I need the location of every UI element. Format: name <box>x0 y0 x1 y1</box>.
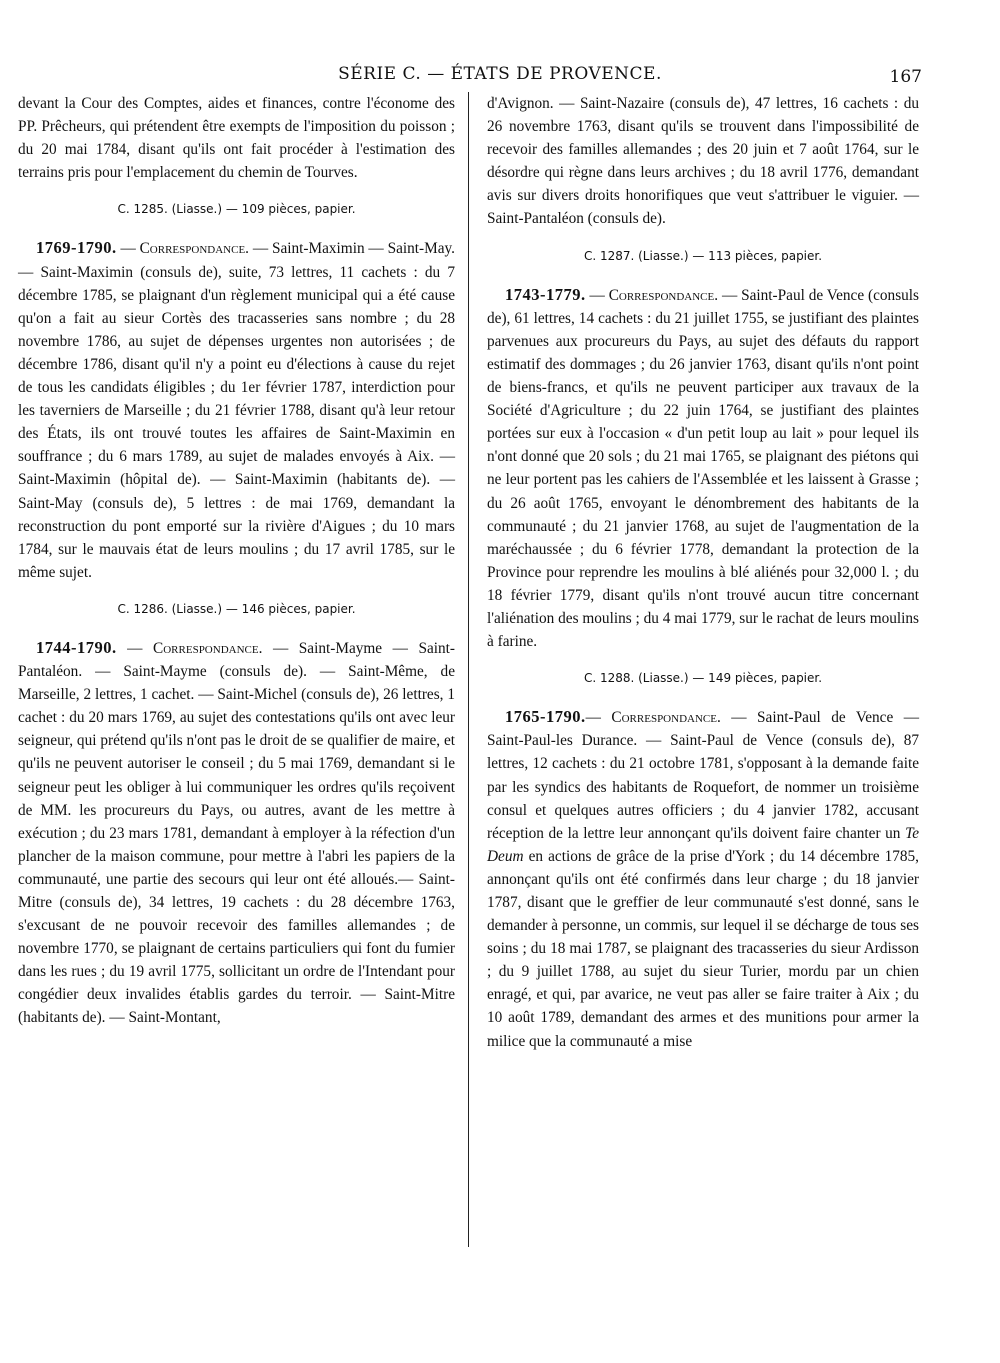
entry-separator: — <box>585 709 612 727</box>
entry-label: Correspondance. <box>611 709 721 727</box>
running-head: SÉRIE C. — ÉTATS DE PROVENCE. <box>338 64 662 84</box>
archive-entry <box>487 705 919 1052</box>
continuation-paragraph: d'Avignon. — Saint-Nazaire (consuls de), 47 lettres, 16 cachets : du 26 novembre 1763, disant qu'ils se trouvent dans l'impossibilité de recevoir des familles allemandes ; des 20 juin et 7 août 1764, sur le désordre qui règne dans leurs archives ; du 18 avril 1776, demandant avis sur divers droits honorifiques que veut s'attribuer le viguier. — Saint-Pantaléon (consuls de). <box>487 95 919 228</box>
entry-text: — Saint-Paul de Vence (consuls de), 61 lettres, 14 cachets : du 21 juillet 1755, se justifiant des plaintes parvenues aux procureurs du Pays, au sujet des défauts du rapport estimatif des dommages ; du 26 janvier 1763, disant qu'ils n'ont point de biens-francs, et qu'ils ne peuvent participer aux travaux de la Société d'Agriculture ; du 22 juin 1764, se justifiant des plaintes portées sur eux à l'occasion « d'un petit loup au lait » pour lequel ils n'ont donné que 20 sols ; du 21 mai 1765, se plaignant des piétons qui ne leur portent pas les cahiers de l'Assemblée et les laissent à Grasse ; du 26 août 1765, envoyant le dénombrement des habitants de la communauté ; du 21 janvier 1768, au sujet de l'augmentation de la maréchaussée ; du 6 février 1778, demandant la protection de la Province pour reprendre les moulins à blé aliénés pour 32,000 l. ; du 18 février 1779, disant qu'ils n'ont trouvé aucun titre concernant l'aliénation des moulins ; du 4 mai 1779, sur le rachat de leurs moulins à farine. <box>487 286 919 651</box>
entry-separator: — <box>116 240 140 258</box>
entry-text: — Saint-Maximin — Saint-May. — Saint-Maximin (consuls de), suite, 73 lettres, 11 cachets : du 7 décembre 1785, se plaignant d'un règlement municipal qui a été cause qu'on a fait au sieur Cortès des tracasseries sans nombre ; du 28 novembre 1786, au sujet de dépenses urgentes non autorisées ; de décembre 1786, disant qu'il n'y a point eu d'élections à cause du rejet de tous les candidats éligibles ; du 1er février 1787, interdiction pour les taverniers de Marseille ; du 21 février 1788, disant qu'à leur retour des États, ils ont trouvé toutes les affaires de Saint-Maximin en souffrance ; du 6 mars 1789, au sujet de malades envoyés à Aix. — Saint-Maximin (hôpital de). — Saint-Maximin (habitants de). — Saint-May (consuls de), 5 lettres : de mai 1769, demandant la reconstruction du pont emporté sur la rivière d'Aigues ; du 10 mars 1784, sur le mauvais état de leurs moulins ; du 17 avril 1785, sur le même sujet. <box>18 240 455 581</box>
page-header <box>0 64 1000 88</box>
entry-italic: Te Deum <box>487 824 919 865</box>
archive-entry <box>18 236 455 583</box>
entry-text: — Saint-Paul de Vence — Saint-Paul-les Durance. — Saint-Paul de Vence (consuls de), 87 lettres, 12 cachets : du 21 octobre 1781, s'opposant à la demande faite par les syndics des habitants de Roquefort, de nommer un troisième consul et quelques autres officiers ; du 4 janvier 1782, accusant réception de la lettre leur annonçant qu'ils doivent faire chanter un <box>487 709 920 842</box>
continuation-paragraph: devant la Cour des Comptes, aides et finances, contre l'économe des PP. Prêcheurs, qui prétendent être exempts de l'imposition du poisson ; du 20 mai 1784, disant qu'ils ont fait procéder à l'estimation des terrains pris pour l'emplacement du chemin de Tourves. <box>18 95 455 182</box>
archive-reference: C. 1285. (Liasse.) — 109 pièces, papier. <box>117 202 356 217</box>
left-column <box>18 92 455 1030</box>
archive-reference: C. 1287. (Liasse.) — 113 pièces, papier. <box>583 248 823 263</box>
archive-reference: C. 1286. (Liasse.) — 146 pièces, papier. <box>117 601 356 616</box>
entry-separator: — <box>585 286 609 304</box>
entry-text: en actions de grâce de la prise d'York ; du 14 décembre 1785, annonçant qu'ils ont été confirmés dans leur charge ; du 18 janvier 1787, disant que le greffier de leur communauté s'est donné, sans le demander à personne, un commis, sur lequel il se décharge de tous ses soins ; du 18 mai 1787, se plaignant des tracasseries du sieur Ardisson ; du 9 juillet 1788, au sujet du sieur Turier, mordu par un chien enragé, et qui, par avarice, ne veut pas aller se faire traiter à Aix ; du 10 août 1789, demandant des armes et des munitions pour armer la milice que la communauté a mise <box>487 847 919 1050</box>
archive-reference: C. 1288. (Liasse.) — 149 pièces, papier. <box>583 671 823 686</box>
page-number: 167 <box>889 67 922 87</box>
archive-entry <box>487 283 919 654</box>
entry-label: Correspondance. <box>608 286 719 304</box>
entry-date: 1765-1790. <box>505 707 586 727</box>
entry-date: 1744-1790. <box>36 637 117 657</box>
entry-text: — Saint-Mayme — Saint-Pantaléon. — Saint-Mayme (consuls de). — Saint-Même, de Marseille, 2 lettres, 1 cachet. — Saint-Michel (consuls de), 26 lettres, 1 cachet : du 20 mars 1769, au sujet des contestations qu'ils ont avec leur seigneur, qui prétend qu'ils n'ont pas le droit de se qualifier de maire, et qu'ils ne peuvent autoriser le conseil ; du 5 mai 1769, demandant si le seigneur peut les obliger à lui communiquer les ordres qu'ils reçoivent de MM. les procureurs du Pays, ou autres, avant de les mettre à exécution ; du 23 mars 1781, demandant à employer à la réfection d'un plancher de la maison commune, pour mettre à l'abri les papiers de la communauté, une partie des secours qui leur ont été alloués.— Saint-Mitre (consuls de), 34 lettres, 19 cachets : du 28 décembre 1763, s'excusant de ne pouvoir recevoir des familles allemandes ; de novembre 1770, se plaignant de certains particuliers qui font du fumier dans les rues ; du 19 avril 1775, sollicitant un ordre de l'Intendant pour congédier deux invalides établis gardes du terroir. — Saint-Mitre (habitants de). — Saint-Montant, <box>18 639 455 1027</box>
entry-date: 1769-1790. <box>36 238 117 258</box>
entry-label: Correspondance. <box>139 240 249 258</box>
entry-separator: — <box>116 639 154 657</box>
column-divider <box>468 92 469 1247</box>
right-column <box>487 92 919 1053</box>
entry-label: Correspondance. <box>153 639 263 657</box>
entry-date: 1743-1779. <box>505 284 586 304</box>
archive-entry <box>18 636 455 1030</box>
